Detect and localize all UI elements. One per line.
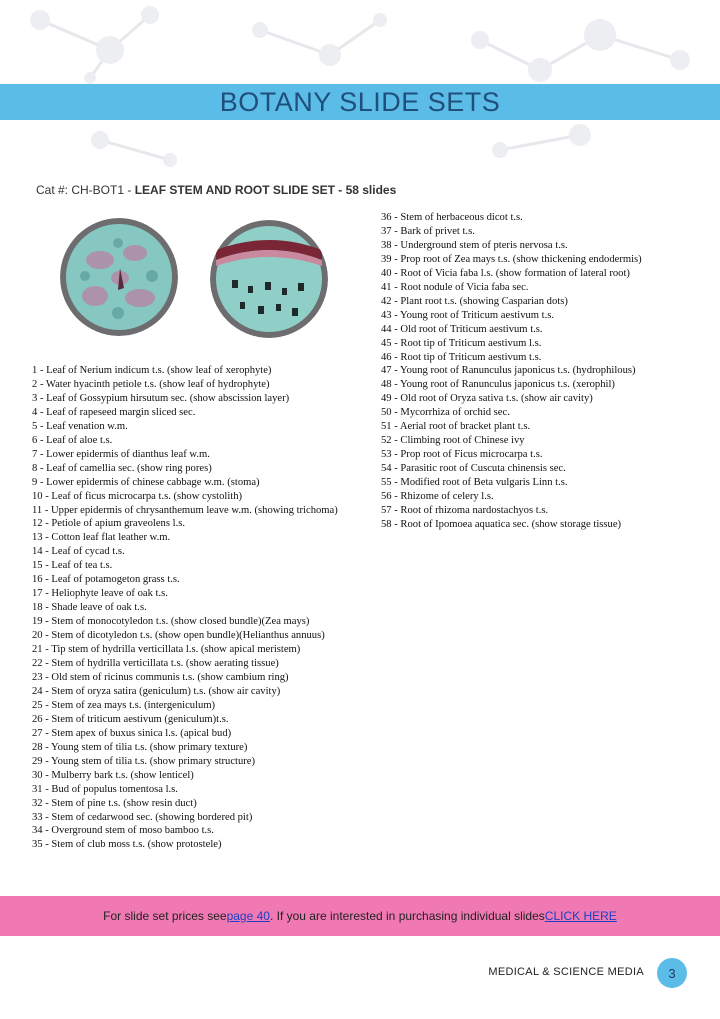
slide-list-item: 30 - Mulberry bark t.s. (show lenticel) — [32, 769, 194, 781]
slide-list-item: 12 - Petiole of apium graveolens l.s. — [32, 518, 185, 530]
slide-list-item: 56 - Rhizome of celery l.s. — [381, 491, 494, 503]
catalog-number: Cat #: CH-BOT1 - — [36, 183, 135, 197]
slide-list-item: 48 - Young root of Ranunculus japonicus t.s. (xerophil) — [381, 379, 615, 391]
slide-list-item: 35 - Stem of club moss t.s. (show protostele) — [32, 839, 222, 851]
slide-list-item: 31 - Bud of populus tomentosa l.s. — [32, 783, 178, 795]
slide-list-item: 57 - Root of rhizoma nardostachyos t.s. — [381, 505, 549, 517]
slide-list-item: 17 - Heliophyte leave of oak t.s. — [32, 588, 168, 600]
slide-list-item: 22 - Stem of hydrilla verticillata t.s. (show aerating tissue) — [32, 658, 279, 670]
slide-list-item: 40 - Root of Vicia faba l.s. (show formation of lateral root) — [381, 267, 630, 279]
slide-list-item: 34 - Overground stem of moso bamboo t.s. — [32, 825, 214, 837]
slide-images — [60, 218, 350, 358]
slide-list-item: 9 - Lower epidermis of chinese cabbage w.m. (stoma) — [32, 476, 260, 488]
slide-list-item: 2 - Water hyacinth petiole t.s. (show leaf of hydrophyte) — [32, 378, 270, 390]
page-number: 3 — [657, 958, 687, 988]
slide-list-item: 10 - Leaf of ficus microcarpa t.s. (show cystolith) — [32, 490, 243, 502]
slide-list-item: 15 - Leaf of tea t.s. — [32, 560, 113, 572]
slide-list-item: 13 - Cotton leaf flat leather w.m. — [32, 532, 171, 544]
slide-list-item: 52 - Climbing root of Chinese ivy — [381, 435, 525, 447]
slide-list-item: 1 - Leaf of Nerium indicum t.s. (show leaf of xerophyte) — [32, 365, 272, 376]
slide-list-item: 25 - Stem of zea mays t.s. (intergeniculum) — [32, 699, 216, 711]
slide-list-item: 41 - Root nodule of Vicia faba sec. — [381, 281, 529, 293]
footer-text-2: . If you are interested in purchasing individual slides — [269, 909, 545, 923]
slide-list-item: 47 - Young root of Ranunculus japonicus t.s. (hydrophilous) — [381, 365, 636, 377]
slide-list-item: 32 - Stem of pine t.s. (show resin duct) — [32, 797, 197, 809]
slide-list-item: 27 - Stem apex of buxus sinica l.s. (apical bud) — [32, 727, 232, 739]
slide-list-item: 7 - Lower epidermis of dianthus leaf w.m. — [32, 448, 210, 460]
slide-list-item: 29 - Young stem of tilia t.s. (show primary structure) — [32, 755, 256, 767]
slide-list-item: 24 - Stem of oryza satira (geniculum) t.s. (show air cavity) — [32, 685, 281, 697]
slide-list-item: 5 - Leaf venation w.m. — [32, 420, 128, 432]
slide-list-item: 46 - Root tip of Triticum aestivum t.s. — [381, 351, 542, 363]
slide-list-item: 21 - Tip stem of hydrilla verticillata l.s. (show apical meristem) — [32, 644, 301, 656]
slide-list-item: 6 - Leaf of aloe t.s. — [32, 434, 113, 446]
micrograph-stem-section-icon — [210, 220, 328, 338]
slide-list-left — [32, 364, 377, 852]
slide-list-item: 38 - Underground stem of pteris nervosa t.s. — [381, 239, 568, 251]
slide-list-item: 19 - Stem of monocotyledon t.s. (show closed bundle)(Zea mays) — [32, 616, 310, 628]
slide-list-item: 45 - Root tip of Triticum aestivum l.s. — [381, 337, 542, 349]
page-40-link[interactable]: page 40 — [226, 909, 270, 923]
catalog-line — [36, 183, 396, 197]
slide-list-item: 36 - Stem of herbaceous dicot t.s. — [381, 212, 523, 223]
slide-list-item: 42 - Plant root t.s. (showing Casparian dots) — [381, 295, 568, 307]
slide-list-item: 18 - Shade leave of oak t.s. — [32, 602, 147, 614]
slide-list-item: 26 - Stem of triticum aestivum (geniculum)t.s. — [32, 713, 229, 725]
micrograph-leaf-section-icon — [60, 218, 178, 336]
footer-bar — [0, 896, 720, 936]
footer-text-1: For slide set prices see — [103, 909, 227, 923]
slide-list-item: 43 - Young root of Triticum aestivum t.s. — [381, 309, 555, 321]
slide-list-item: 3 - Leaf of Gossypium hirsutum sec. (show abscission layer) — [32, 392, 290, 404]
click-here-link[interactable]: CLICK HERE — [544, 909, 617, 923]
slide-list-item: 51 - Aerial root of bracket plant t.s. — [381, 421, 531, 433]
slide-list-item: 54 - Parasitic root of Cuscuta chinensis sec. — [381, 463, 566, 475]
page-title: BOTANY SLIDE SETS — [219, 86, 501, 117]
slide-list-item: 28 - Young stem of tilia t.s. (show primary texture) — [32, 741, 248, 753]
slide-list-item: 39 - Prop root of Zea mays t.s. (show thickening endodermis) — [381, 253, 642, 265]
slide-list-item: 8 - Leaf of camellia sec. (show ring pores) — [32, 462, 212, 474]
slide-list-item: 14 - Leaf of cycad t.s. — [32, 546, 125, 558]
slide-list-item: 53 - Prop root of Ficus microcarpa t.s. — [381, 449, 543, 461]
slide-list-item: 4 - Leaf of rapeseed margin sliced sec. — [32, 406, 196, 418]
slide-list-item: 33 - Stem of cedarwood sec. (showing bordered pit) — [32, 811, 253, 823]
slide-list-item: 49 - Old root of Oryza sativa t.s. (show air cavity) — [381, 393, 593, 405]
slide-list-item: 11 - Upper epidermis of chrysanthemum leave w.m. (showing trichoma) — [32, 504, 338, 516]
slide-list-item: 55 - Modified root of Beta vulgaris Linn t.s. — [381, 477, 568, 489]
slide-list-item: 44 - Old root of Triticum aestivum t.s. — [381, 323, 543, 335]
catalog-title: LEAF STEM AND ROOT SLIDE SET - 58 slides — [134, 183, 397, 197]
slide-list-item: 23 - Old stem of ricinus communis t.s. (show cambium ring) — [32, 671, 289, 683]
brand-name: MEDICAL & SCIENCE MEDIA — [488, 966, 644, 978]
slide-list-item: 50 - Mycorrhiza of orchid sec. — [381, 407, 510, 419]
slide-list-item: 37 - Bark of privet t.s. — [381, 225, 475, 237]
slide-list-item: 20 - Stem of dicotyledon t.s. (show open bundle)(Helianthus annuus) — [32, 630, 325, 642]
slide-list-right — [381, 211, 711, 532]
slide-list-item: 16 - Leaf of potamogeton grass t.s. — [32, 574, 180, 586]
slide-list-item: 58 - Root of Ipomoea aquatica sec. (show storage tissue) — [381, 518, 622, 530]
header-banner — [0, 84, 720, 120]
